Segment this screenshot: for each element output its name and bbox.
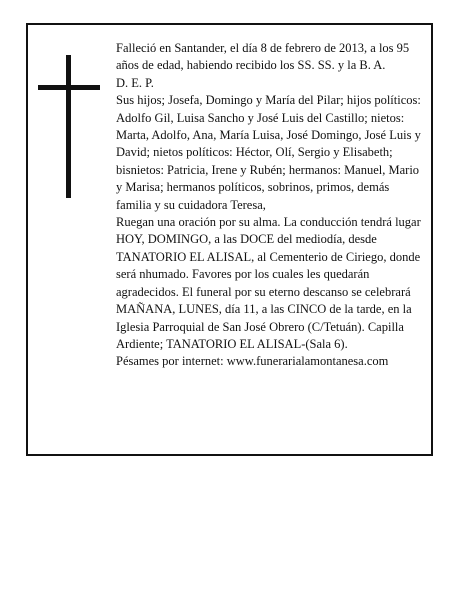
cross-vertical-bar	[66, 55, 71, 198]
condolences-web-link[interactable]: Pésames por internet: www.funerarialamontanesa.com	[116, 354, 389, 369]
family-list: Sus hijos; Josefa, Domingo y María del Pilar; hijos políticos: Adolfo Gil, Luisa Sancho y José Luis del Castillo; nietos: Marta, Adolfo, Ana, María Luisa, José Domingo, José Luis y David; nietos políticos: Héctor, Olí, Sergio y Elisabeth; bisnietos: Patricia, Irene y Rubén; hermanos: Manuel, Mario y Marisa; hermanos políticos, sobrinos, primos, demás familia y su cuidadora Teresa,	[116, 93, 421, 212]
death-announcement: Falleció en Santander, el día 8 de febrero de 2013, a los 95 años de edad, habiendo recibido los SS. SS. y la B. A.	[116, 41, 410, 73]
notice-body	[116, 40, 424, 371]
cross-horizontal-bar	[38, 85, 100, 90]
latin-cross-icon	[38, 55, 100, 198]
obituary-notice	[26, 23, 433, 456]
funeral-details: Ruegan una oración por su alma. La conducción tendrá lugar HOY, DOMINGO, a las DOCE del mediodía, desde TANATORIO EL ALISAL, al Cementerio de Ciriego, donde será nhumado. Favores por los cuales les quedarán agradecidos. El funeral por su eterno descanso se celebrará MAÑANA, LUNES, día 11, a las CINCO de la tarde, en la Iglesia Parroquial de San José Obrero (C/Tetuán). Capilla Ardiente; TANATORIO EL ALISAL-(Sala 6).	[116, 215, 421, 351]
rest-in-peace: D. E. P.	[116, 75, 154, 90]
